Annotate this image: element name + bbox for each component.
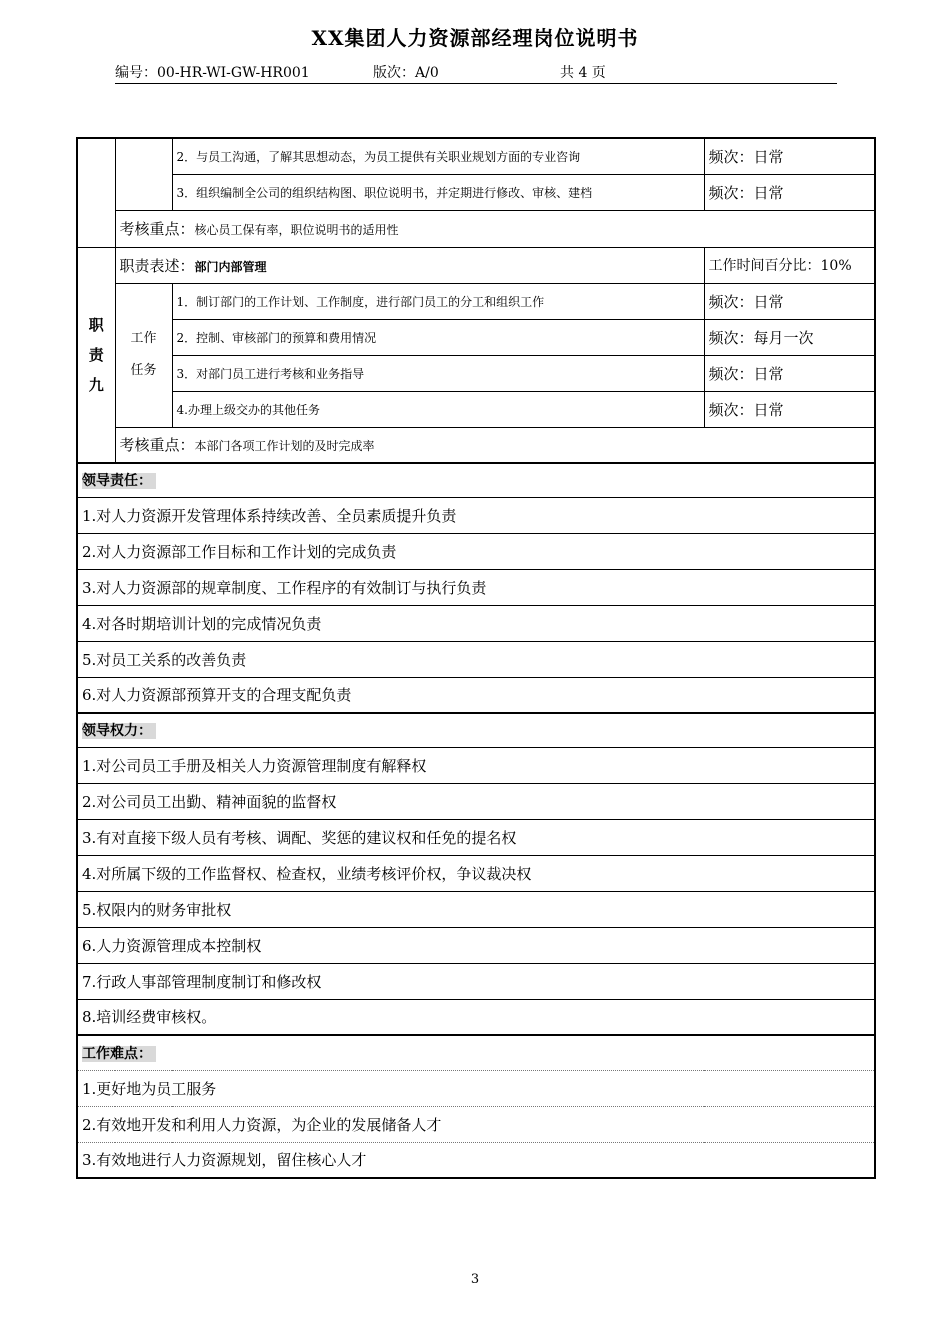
responsibility-item <box>77 605 875 641</box>
prev-key-row <box>77 210 875 247</box>
authority-text: 3.有对直接下级人员有考核、调配、奖惩的建议权和任免的提名权 <box>77 819 875 855</box>
duty9-task-row <box>77 391 875 427</box>
key-label: 考核重点： <box>119 436 195 455</box>
difficulty-item <box>77 1142 875 1178</box>
duty9-label <box>77 247 115 463</box>
responsibility-header-row <box>77 463 875 497</box>
job-description-table <box>76 137 876 1179</box>
task-frequency: 频次：每月一次 <box>704 319 875 355</box>
task-frequency: 频次：日常 <box>704 174 875 210</box>
duty9-key-cell <box>115 427 875 463</box>
authority-item <box>77 963 875 999</box>
duty9-desc-row <box>77 247 875 283</box>
responsibility-item <box>77 497 875 533</box>
difficulty-title: 工作难点： <box>77 1035 875 1070</box>
duty9-label-text: 职责九 <box>88 315 104 394</box>
task-text: 3．对部门员工进行考核和业务指导 <box>172 355 704 391</box>
key-text: 本部门各项工作计划的及时完成率 <box>194 439 375 454</box>
document-title: XX集团人力资源部经理岗位说明书 <box>311 26 639 50</box>
difficulty-text: 2.有效地开发和利用人力资源，为企业的发展储备人才 <box>77 1106 875 1142</box>
work-task-label-text: 工作任务 <box>130 331 157 378</box>
authority-item <box>77 891 875 927</box>
work-task-label <box>115 283 172 427</box>
authority-item <box>77 999 875 1035</box>
responsibility-text: 2.对人力资源部工作目标和工作计划的完成负责 <box>77 533 875 569</box>
duty9-key-row <box>77 427 875 463</box>
prev-key-cell <box>115 210 875 247</box>
page-number: 3 <box>470 1272 480 1287</box>
duty9-desc-cell <box>115 247 704 283</box>
authority-item <box>77 819 875 855</box>
difficulty-text: 3.有效地进行人力资源规划，留住核心人才 <box>77 1142 875 1178</box>
responsibility-text: 6.对人力资源部预算开支的合理支配负责 <box>77 677 875 713</box>
responsibility-text: 1.对人力资源开发管理体系持续改善、全员素质提升负责 <box>77 497 875 533</box>
key-label: 考核重点： <box>119 220 195 238</box>
responsibility-item <box>77 641 875 677</box>
authority-header-row <box>77 713 875 747</box>
prev-duty-label-cell <box>77 138 115 247</box>
responsibility-item <box>77 533 875 569</box>
work-time-percent: 工作时间百分比：10% <box>704 247 875 283</box>
difficulty-item <box>77 1070 875 1106</box>
authority-text: 1.对公司员工手册及相关人力资源管理制度有解释权 <box>77 747 875 783</box>
document-code: 编号：00-HR-WI-GW-HR001 <box>115 65 310 81</box>
duty9-task-row <box>77 355 875 391</box>
authority-item <box>77 783 875 819</box>
authority-text: 2.对公司员工出勤、精神面貌的监督权 <box>77 783 875 819</box>
task-frequency: 频次：日常 <box>704 355 875 391</box>
authority-text: 6.人力资源管理成本控制权 <box>77 927 875 963</box>
desc-text: 部门内部管理 <box>194 259 267 274</box>
responsibility-text: 3.对人力资源部的规章制度、工作程序的有效制订与执行负责 <box>77 569 875 605</box>
responsibility-text: 4.对各时期培训计划的完成情况负责 <box>77 605 875 641</box>
key-text: 核心员工保有率，职位说明书的适用性 <box>194 223 399 237</box>
duty9-task-row <box>77 319 875 355</box>
prev-task-row <box>77 138 875 174</box>
responsibility-title: 领导责任： <box>77 463 875 497</box>
duty9-task-row <box>77 283 875 319</box>
task-text: 2．与员工沟通，了解其思想动态，为员工提供有关职业规划方面的专业咨询 <box>172 138 704 174</box>
task-text: 4.办理上级交办的其他任务 <box>172 391 704 427</box>
task-frequency: 频次：日常 <box>704 391 875 427</box>
responsibility-item <box>77 569 875 605</box>
responsibility-text: 5.对员工关系的改善负责 <box>77 641 875 677</box>
authority-item <box>77 927 875 963</box>
authority-item <box>77 855 875 891</box>
task-frequency: 频次：日常 <box>704 138 875 174</box>
task-text: 3．组织编制全公司的组织结构图、职位说明书，并定期进行修改、审核、建档 <box>172 174 704 210</box>
prev-task-label-cell <box>115 138 172 210</box>
authority-item <box>77 747 875 783</box>
authority-text: 5.权限内的财务审批权 <box>77 891 875 927</box>
document-version: 版次：A/0 <box>373 65 439 81</box>
authority-text: 4.对所属下级的工作监督权、检查权，业绩考核评价权，争议裁决权 <box>77 855 875 891</box>
document-page-count: 共 4 页 <box>560 65 606 81</box>
authority-title: 领导权力： <box>77 713 875 747</box>
authority-text: 7.行政人事部管理制度制订和修改权 <box>77 963 875 999</box>
responsibility-item <box>77 677 875 713</box>
authority-text: 8.培训经费审核权。 <box>77 999 875 1035</box>
difficulty-header-row <box>77 1035 875 1070</box>
desc-label: 职责表述： <box>119 256 195 275</box>
task-frequency: 频次：日常 <box>704 283 875 319</box>
header-rule <box>115 83 837 84</box>
task-text: 1．制订部门的工作计划、工作制度，进行部门员工的分工和组织工作 <box>172 283 704 319</box>
difficulty-text: 1.更好地为员工服务 <box>77 1070 875 1106</box>
difficulty-item <box>77 1106 875 1142</box>
prev-task-row <box>77 174 875 210</box>
task-text: 2．控制、审核部门的预算和费用情况 <box>172 319 704 355</box>
